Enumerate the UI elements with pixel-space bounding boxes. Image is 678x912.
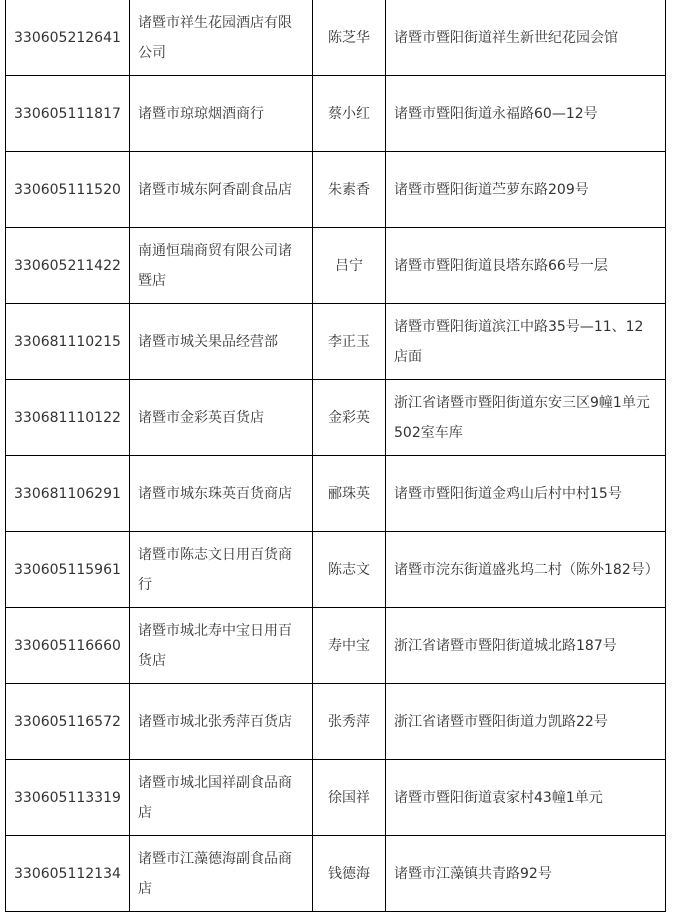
- table-row: [6, 760, 666, 836]
- business-name-cell: 诸暨市城北寿中宝日用百货店: [130, 608, 313, 684]
- address-cell: 诸暨市暨阳街道艮塔东路66号一层: [386, 228, 666, 304]
- operator-cell: 吕宁: [313, 228, 386, 304]
- license-code-cell: 330605115961: [6, 532, 130, 608]
- business-name-cell: 诸暨市城关果品经营部: [130, 304, 313, 380]
- table-row: [6, 380, 666, 456]
- business-name-cell: 诸暨市城北国祥副食品商店: [130, 760, 313, 836]
- license-code-cell: 330605116572: [6, 684, 130, 760]
- license-code-cell: 330681110215: [6, 304, 130, 380]
- license-code-cell: 330605111817: [6, 76, 130, 152]
- business-name-cell: 诸暨市江藻德海副食品商店: [130, 836, 313, 912]
- license-code-cell: 330605112134: [6, 836, 130, 912]
- address-cell: 浙江省诸暨市暨阳街道力凯路22号: [386, 684, 666, 760]
- table-row: [6, 532, 666, 608]
- address-cell: 诸暨市暨阳街道永福路60—12号: [386, 76, 666, 152]
- license-code-cell: 330605212641: [6, 0, 130, 76]
- operator-cell: 蔡小红: [313, 76, 386, 152]
- operator-cell: 陈芝华: [313, 0, 386, 76]
- address-cell: 诸暨市暨阳街道袁家村43幢1单元: [386, 760, 666, 836]
- business-name-cell: 诸暨市城东珠英百货商店: [130, 456, 313, 532]
- business-name-cell: 诸暨市祥生花园酒店有限公司: [130, 0, 313, 76]
- address-cell: 诸暨市浣东街道盛兆坞二村（陈外182号）: [386, 532, 666, 608]
- address-cell: 浙江省诸暨市暨阳街道城北路187号: [386, 608, 666, 684]
- table-row: [6, 76, 666, 152]
- address-cell: 诸暨市暨阳街道滨江中路35号—11、12店面: [386, 304, 666, 380]
- table-row: [6, 456, 666, 532]
- operator-cell: 徐国祥: [313, 760, 386, 836]
- table-row: [6, 0, 666, 76]
- license-code-cell: 330605111520: [6, 152, 130, 228]
- operator-cell: 钱德海: [313, 836, 386, 912]
- operator-cell: 朱素香: [313, 152, 386, 228]
- business-name-cell: 南通恒瑞商贸有限公司诸暨店: [130, 228, 313, 304]
- business-name-cell: 诸暨市金彩英百货店: [130, 380, 313, 456]
- table-row: [6, 608, 666, 684]
- operator-cell: 寿中宝: [313, 608, 386, 684]
- operator-cell: 金彩英: [313, 380, 386, 456]
- table-row: [6, 304, 666, 380]
- address-cell: 诸暨市暨阳街道金鸡山后村中村15号: [386, 456, 666, 532]
- business-name-cell: 诸暨市陈志文日用百货商行: [130, 532, 313, 608]
- operator-cell: 陈志文: [313, 532, 386, 608]
- address-cell: 诸暨市暨阳街道祥生新世纪花园会馆: [386, 0, 666, 76]
- license-code-cell: 330605211422: [6, 228, 130, 304]
- operator-cell: 郦珠英: [313, 456, 386, 532]
- address-cell: 诸暨市暨阳街道苎萝东路209号: [386, 152, 666, 228]
- license-code-cell: 330681110122: [6, 380, 130, 456]
- address-cell: 浙江省诸暨市暨阳街道东安三区9幢1单元502室车库: [386, 380, 666, 456]
- license-code-cell: 330605113319: [6, 760, 130, 836]
- operator-cell: 张秀萍: [313, 684, 386, 760]
- business-name-cell: 诸暨市城东阿香副食品店: [130, 152, 313, 228]
- table-row: [6, 684, 666, 760]
- table-row: [6, 152, 666, 228]
- business-name-cell: 诸暨市城北张秀萍百货店: [130, 684, 313, 760]
- table-row: [6, 228, 666, 304]
- license-code-cell: 330681106291: [6, 456, 130, 532]
- operator-cell: 李正玉: [313, 304, 386, 380]
- licensee-table: [5, 0, 666, 912]
- license-code-cell: 330605116660: [6, 608, 130, 684]
- business-name-cell: 诸暨市琼琼烟酒商行: [130, 76, 313, 152]
- address-cell: 诸暨市江藻镇共青路92号: [386, 836, 666, 912]
- table-row: [6, 836, 666, 912]
